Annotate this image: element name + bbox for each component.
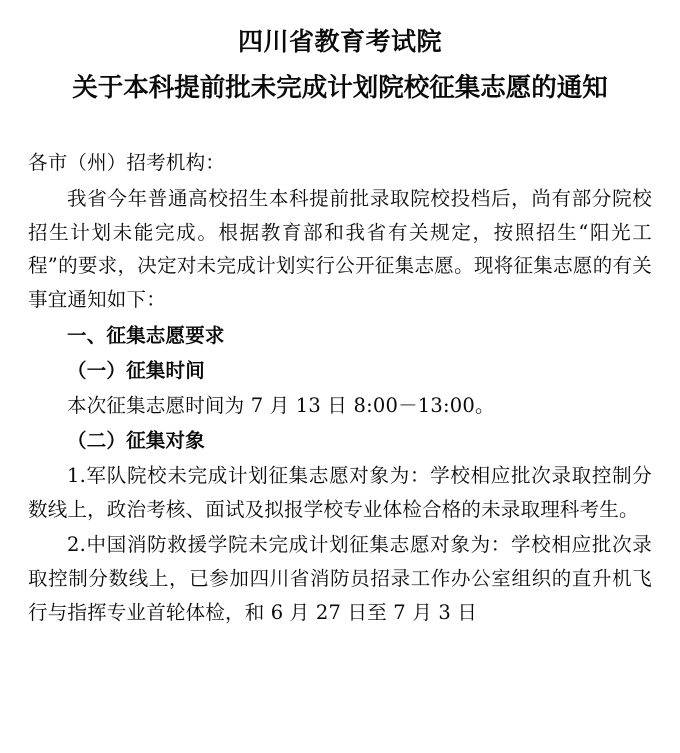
document-body [28, 146, 652, 630]
paragraph-item-2: 2.中国消防救援学院未完成计划征集志愿对象为：学校相应批次录取控制分数线上，已参加四川省消防员招录工作办公室组织的直升机飞行与指挥专业首轮体检，和 6 月 27 日至 7 月 3 日 [28, 532, 652, 624]
paragraph-time-detail: 本次征集志愿时间为 7 月 13 日 8:00－13:00。 [67, 394, 495, 418]
paragraph-item-1: 1.军队院校未完成计划征集志愿对象为：学校相应批次录取控制分数线上，政治考核、面试及拟报学校专业体检合格的未录取理科考生。 [28, 464, 652, 521]
title-line-2: 关于本科提前批未完成计划院校征集志愿的通知 [72, 72, 608, 103]
salutation: 各市（州）招考机构： [28, 150, 226, 174]
paragraph-intro: 我省今年普通高校招生本科提前批录取院校投档后，尚有部分院校招生计划未能完成。根据教育部和我省有关规定，按照招生“阳光工程”的要求，决定对未完成计划实行公开征集志愿。现将征集志愿的有关事宜通知如下： [28, 186, 652, 312]
subsection-heading-1-1: （一）征集时间 [67, 359, 205, 383]
section-heading-1: 一、征集志愿要求 [67, 324, 225, 348]
title-line-1: 四川省教育考试院 [237, 27, 442, 56]
page-title [28, 24, 652, 106]
subsection-heading-1-2: （二）征集对象 [67, 429, 205, 453]
